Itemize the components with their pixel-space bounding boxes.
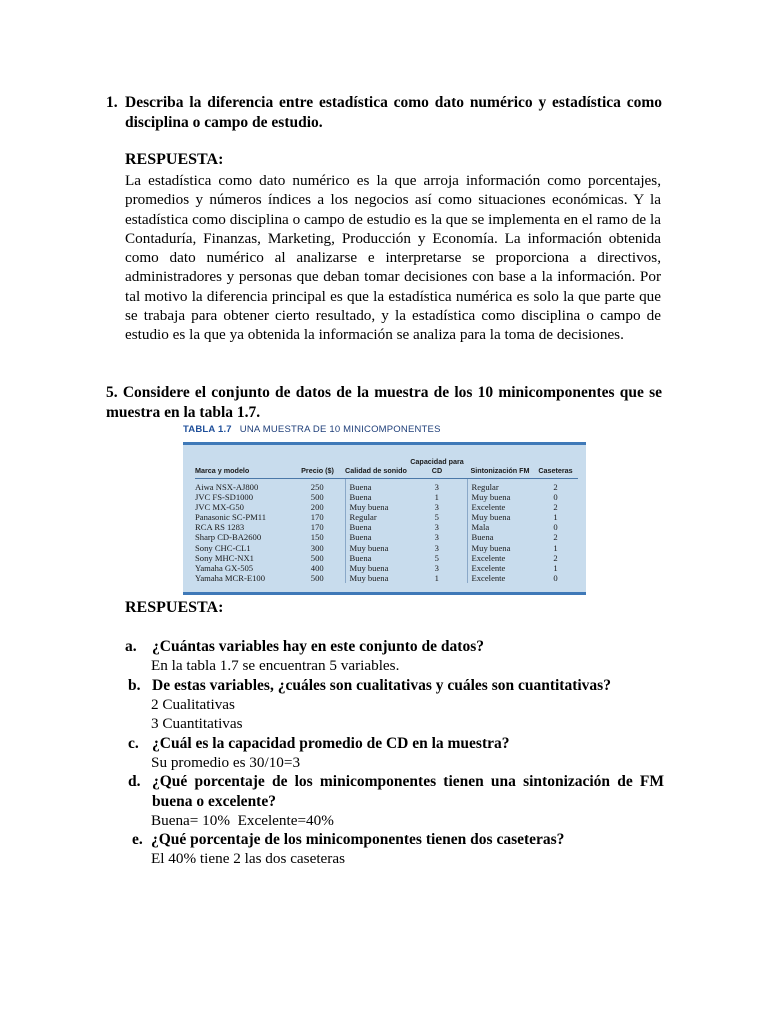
- table-cell: Excelente: [467, 553, 533, 563]
- column-header: Sintonización FM: [467, 457, 533, 479]
- table-row: [195, 553, 578, 563]
- table-cell: 2: [553, 482, 558, 492]
- question-text: De estas variables, ¿cuáles son cualitativas y cuáles son cuantitativas?: [152, 677, 611, 694]
- table-cell: 500: [310, 572, 324, 583]
- answer-b-1: 2 Cualitativas: [151, 696, 235, 713]
- table-cell: Buena: [345, 553, 407, 563]
- answer-1-label: RESPUESTA:: [125, 151, 224, 168]
- answer-a-1: En la tabla 1.7 se encuentran 5 variables.: [151, 657, 400, 674]
- table-cell: Buena: [345, 492, 407, 502]
- answer-b-2: 3 Cuantitativas: [151, 715, 243, 732]
- table-cell: 2: [553, 532, 558, 543]
- question-1-text: Describa la diferencia entre estadística como dato numérico y estadística como disciplina o campo de estudio.: [125, 94, 662, 131]
- table-cell: 1: [553, 512, 558, 523]
- answer-c-1: Su promedio es 30/10=3: [151, 754, 301, 771]
- table-row: [195, 563, 578, 573]
- table-cell: 0: [553, 522, 558, 533]
- table-cell: 3: [434, 502, 439, 513]
- column-header: Precio ($): [290, 457, 345, 479]
- table-row: [195, 479, 578, 493]
- table-row: [195, 532, 578, 542]
- table-row: [195, 522, 578, 532]
- table-cell: Regular: [467, 479, 533, 493]
- table-cell: 170: [310, 522, 324, 533]
- question-letter: a.: [125, 638, 137, 655]
- table-cell: Buena: [345, 479, 407, 493]
- table-cell: 5: [434, 552, 439, 563]
- table-cell: 300: [310, 542, 324, 553]
- table-cell: 3: [434, 522, 439, 533]
- table-cell: Buena: [345, 522, 407, 532]
- table-row: [195, 543, 578, 553]
- table-cell: 250: [310, 482, 324, 492]
- table-cell: Sony MHC-NX1: [195, 552, 254, 563]
- table-cell: Muy buena: [467, 492, 533, 502]
- table-cell: Muy buena: [345, 543, 407, 553]
- table-cell: 2: [553, 552, 558, 563]
- table-cell: Muy buena: [467, 543, 533, 553]
- table-cell: 500: [310, 552, 324, 563]
- question-1: [106, 93, 662, 132]
- question-letter: c.: [128, 735, 139, 752]
- table-cell: Aiwa NSX-AJ800: [195, 482, 259, 492]
- answer-5-label: RESPUESTA:: [125, 599, 224, 616]
- answer-d-1: Buena= 10% Excelente=40%: [151, 812, 334, 829]
- table-cell: 1: [434, 572, 439, 583]
- table-cell: 170: [310, 512, 324, 523]
- question-e: [132, 830, 672, 850]
- question-a: [125, 637, 665, 657]
- table-cell: Sharp CD-BA2600: [195, 532, 262, 543]
- column-header: Marca y modelo: [195, 457, 290, 479]
- question-letter: b.: [128, 677, 141, 694]
- answer-1-body: La estadística como dato numérico es la que arroja información como porcentajes, promedios y números índices a los negocios así como situaciones económicas. Y la estadística como disciplina o campo de estudio es la que se implementa en el ramo de la Contaduría, Finanzas, Marketing, Producción y Economía. La información obtenida como dato numérico al analizarse e interpretarse se proporciona a directivos, administradores y personas que deban tomar decisiones con base a la información. Por tal motivo la diferencia principal es que la estadística numérica es solo la que parte que se trabaja para obtener cierto resultado, y la estadística como disciplina o campo de estudio es la que ya obtenida la información se analiza para la toma de decisiones.: [125, 172, 661, 344]
- table-cell: 150: [310, 532, 324, 543]
- question-text: ¿Qué porcentaje de los minicomponentes tienen dos caseteras?: [151, 831, 565, 848]
- question-text: ¿Qué porcentaje de los minicomponentes tienen una sintonización de FM buena o excelente?: [152, 773, 664, 810]
- table-cell: Mala: [467, 522, 533, 532]
- table-cell: Muy buena: [345, 563, 407, 573]
- table-cell: 500: [310, 492, 324, 503]
- table-cell: Buena: [345, 532, 407, 542]
- table-cell: JVC FS-SD1000: [195, 492, 254, 503]
- question-d: [128, 772, 664, 811]
- table-cell: JVC MX-G50: [195, 502, 244, 513]
- table-label: TABLA 1.7: [183, 424, 232, 435]
- table-cell: Muy buena: [345, 573, 407, 583]
- table-cell: 3: [434, 532, 439, 543]
- table-header-row: [195, 457, 578, 479]
- table-cell: 400: [310, 562, 324, 573]
- table-cell: 3: [434, 482, 439, 492]
- table-cell: Yamaha GX-505: [195, 562, 254, 573]
- table-row: [195, 512, 578, 522]
- table-cell: 3: [434, 542, 439, 553]
- table-cell: 2: [553, 502, 558, 513]
- table-cell: Regular: [345, 512, 407, 522]
- table-cell: 200: [310, 502, 324, 513]
- table-cell: Excelente: [467, 563, 533, 573]
- table-1-7: [183, 442, 586, 595]
- table-cell: Panasonic SC-PM11: [195, 512, 267, 523]
- table-cell: 1: [553, 542, 558, 553]
- answer-e-1: El 40% tiene 2 las dos caseteras: [151, 850, 345, 867]
- table-cell: Muy buena: [467, 512, 533, 522]
- column-header: Capacidad para CD: [407, 457, 467, 479]
- table-row: [195, 492, 578, 502]
- question-1-number: 1.: [106, 94, 118, 111]
- table-cell: Sony CHC-CL1: [195, 542, 251, 553]
- table-cell: Muy buena: [345, 502, 407, 512]
- table-title: UNA MUESTRA DE 10 MINICOMPONENTES: [239, 424, 441, 435]
- column-header: Caseteras: [533, 457, 578, 479]
- table-row: [195, 502, 578, 512]
- table-cell: 1: [434, 492, 439, 503]
- question-5-text: 5. Considere el conjunto de datos de la muestra de los 10 minicomponentes que se muestra en la tabla 1.7.: [106, 384, 662, 421]
- question-text: ¿Cuál es la capacidad promedio de CD en la muestra?: [152, 735, 510, 752]
- table-cell: 3: [434, 562, 439, 573]
- table-cell: 1: [553, 562, 558, 573]
- question-c: [128, 734, 668, 754]
- table-cell: 0: [553, 572, 558, 583]
- table-row: [195, 573, 578, 583]
- table-cell: 5: [434, 512, 439, 523]
- table-cell: Yamaha MCR-E100: [195, 572, 266, 583]
- table-cell: 0: [553, 492, 558, 503]
- question-letter: d.: [128, 773, 141, 790]
- question-letter: e.: [132, 831, 143, 848]
- column-header: Calidad de sonido: [345, 457, 407, 479]
- table-cell: Excelente: [467, 502, 533, 512]
- table-cell: Excelente: [467, 573, 533, 583]
- table-caption: [183, 424, 441, 435]
- question-b: [128, 676, 668, 696]
- table-cell: Buena: [467, 532, 533, 542]
- question-text: ¿Cuántas variables hay en este conjunto de datos?: [152, 638, 484, 655]
- table-cell: RCA RS 1283: [195, 522, 245, 533]
- data-table: [195, 457, 578, 583]
